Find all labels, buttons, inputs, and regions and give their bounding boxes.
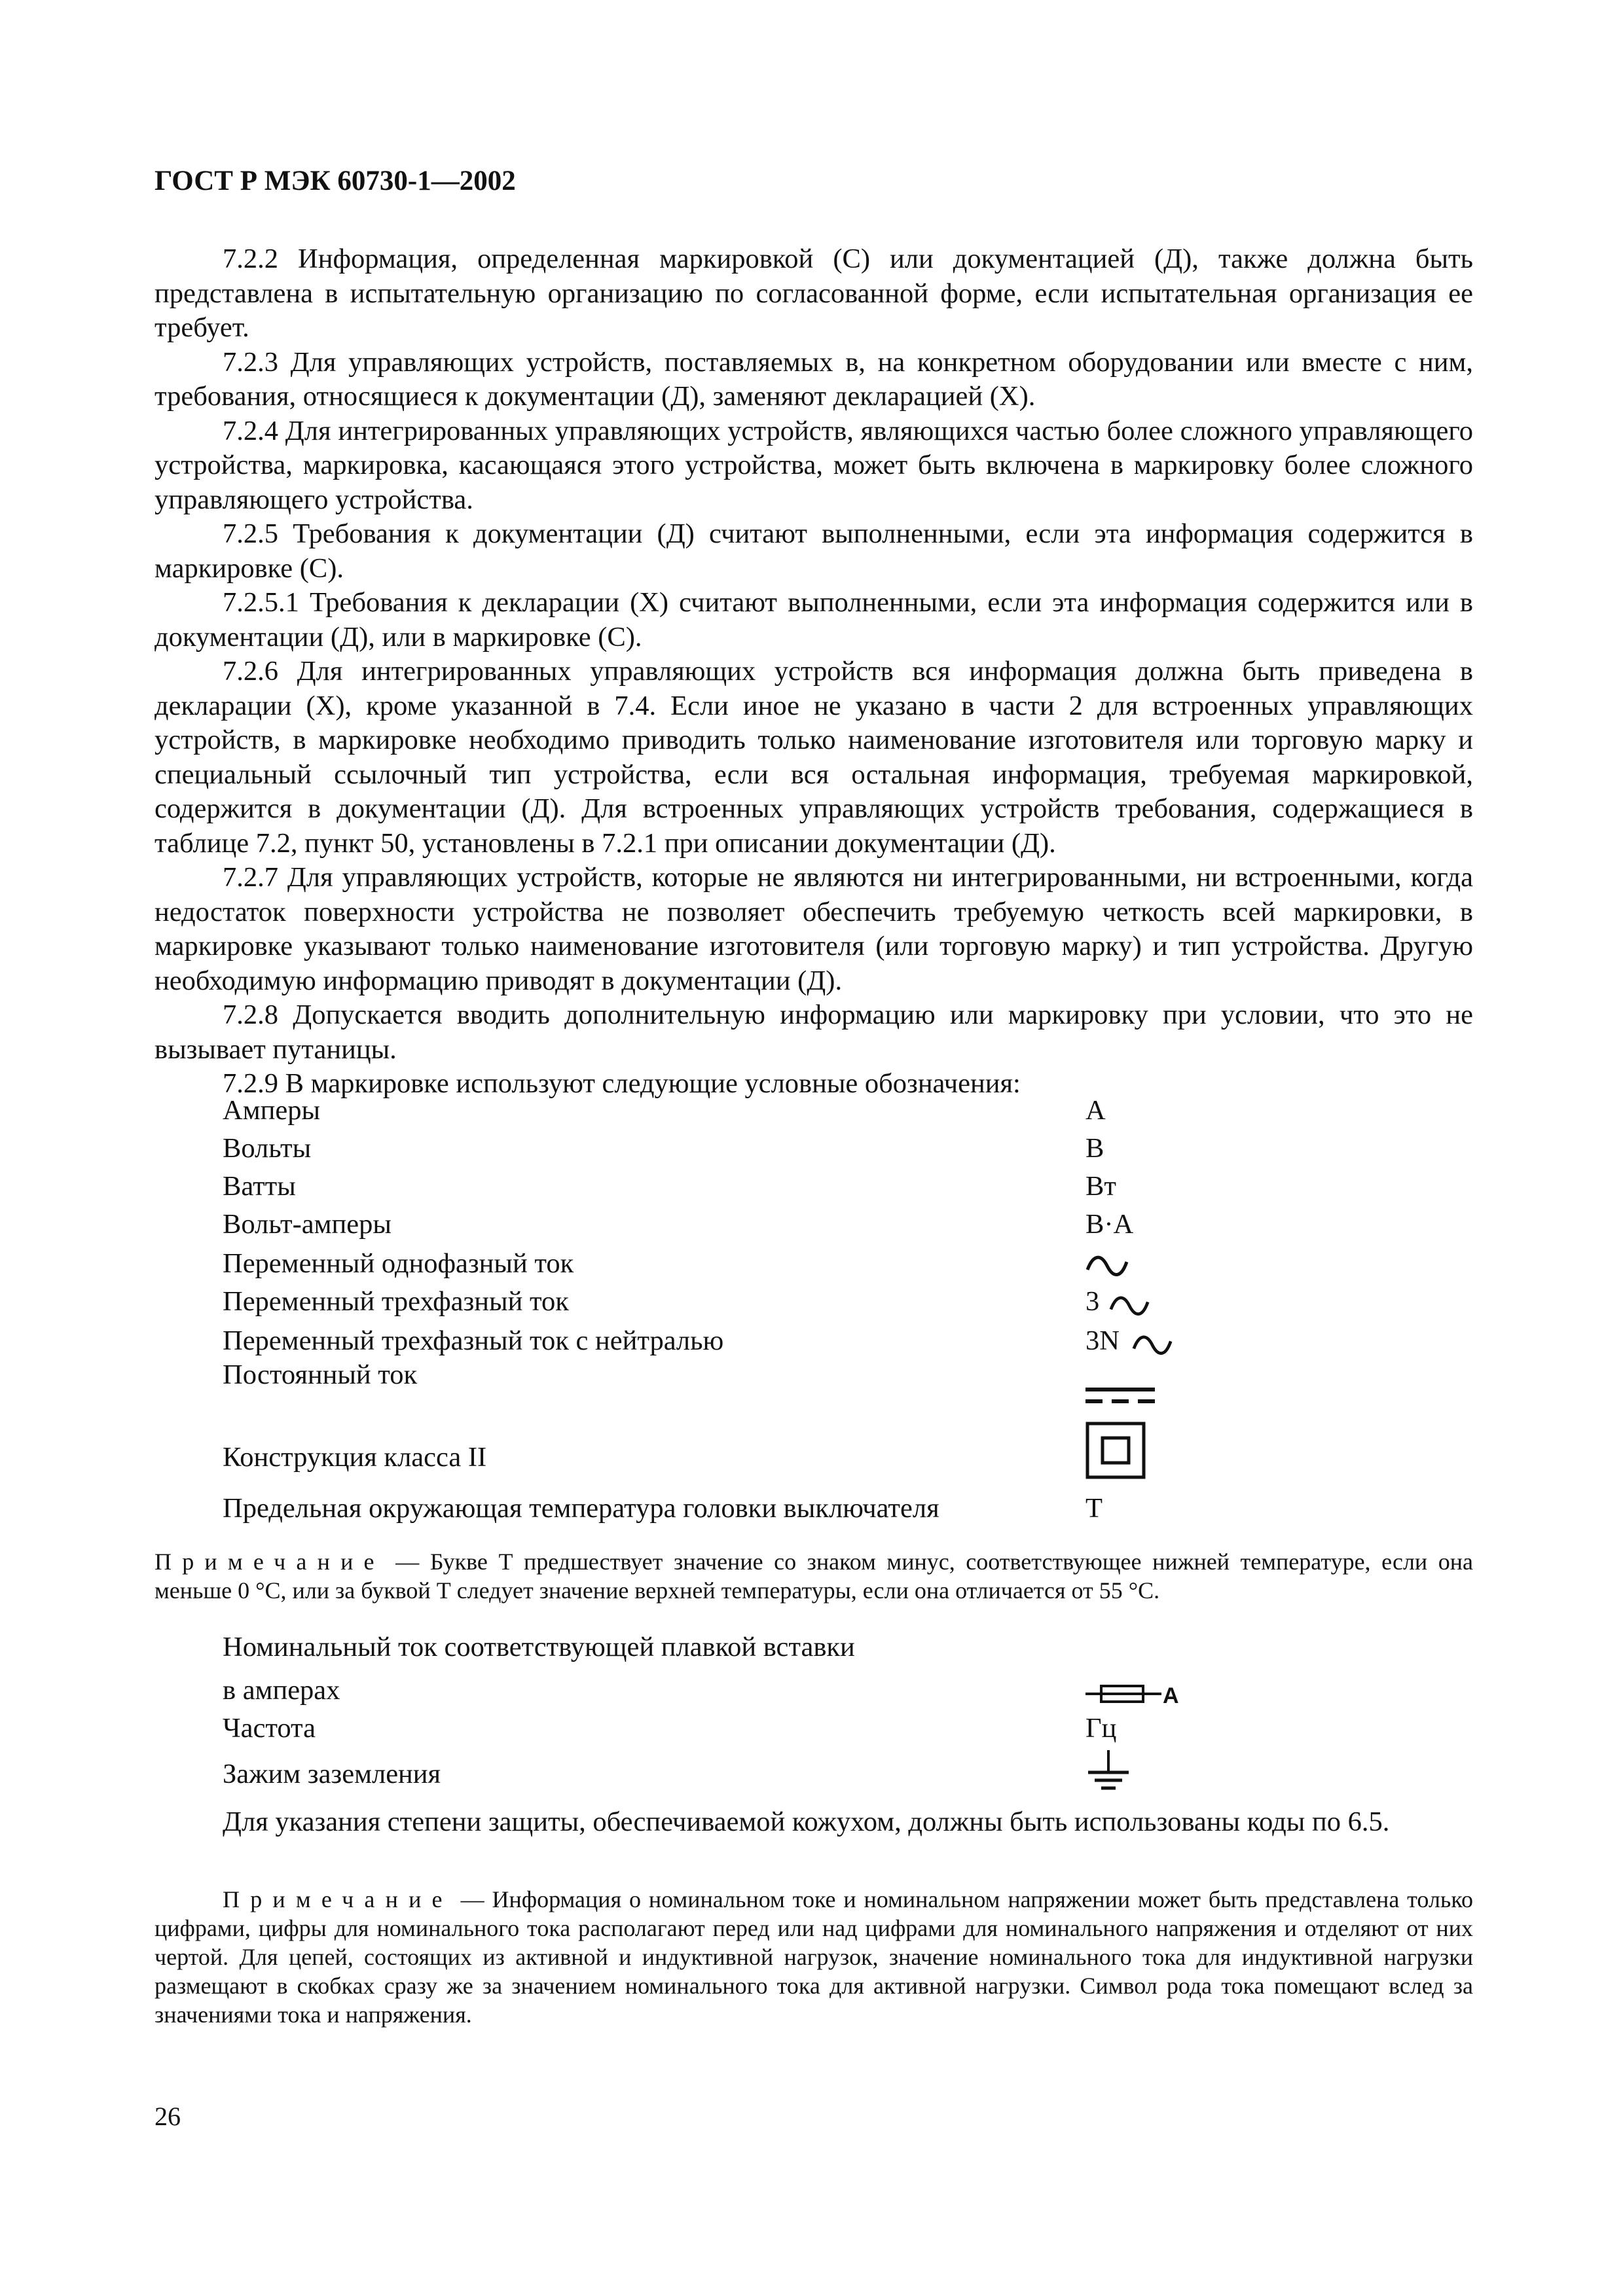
symbol-row-ac-single-phase bbox=[223, 1247, 1205, 1284]
paragraph-7-2-7: 7.2.7 Для управляющих устройств, которые не являются ни интегрированными, ни встроенными, когда недостаток поверхности устройства не позволяет обеспечить требуемую четкость всей маркировки, в маркировке указывают только наименование изготовителя (или торговую марку) и тип устройства. Другую необходимую информацию приводят в документации (Д). bbox=[155, 862, 1473, 996]
symbol-prefix: 3N bbox=[1085, 1325, 1120, 1356]
symbol-value: A bbox=[1085, 1095, 1106, 1126]
sine-wave-icon bbox=[1085, 1250, 1129, 1280]
symbol-row-temperature bbox=[223, 1492, 1205, 1529]
symbol-name: Вольты bbox=[223, 1133, 312, 1164]
paragraph-7-2-3: 7.2.3 Для управляющих устройств, поставляемых в, на конкретном оборудовании или вместе с ним, требования, относящиеся к документации (Д), заменяют декларацией (Х). bbox=[155, 346, 1473, 412]
symbol-row-direct-current bbox=[223, 1359, 1205, 1395]
sine-wave-icon bbox=[1132, 1330, 1173, 1359]
symbol-name: Номинальный ток соответствующей плавкой вставки bbox=[223, 1632, 855, 1662]
symbol-row-volt-amperes bbox=[223, 1208, 1205, 1245]
page-number: 26 bbox=[155, 2102, 181, 2131]
symbol-name: Вольт-амперы bbox=[223, 1209, 392, 1240]
symbol-row-ac-three-phase bbox=[223, 1285, 1205, 1322]
ground-icon bbox=[1085, 1750, 1131, 1793]
symbol-row-class-ii bbox=[223, 1441, 1205, 1478]
symbol-name: Постоянный ток bbox=[223, 1359, 418, 1390]
symbol-row-ground bbox=[223, 1758, 1205, 1795]
note-rated-values bbox=[155, 1885, 1473, 2029]
body-text-2 bbox=[155, 1805, 1473, 1840]
symbol-value: Вт bbox=[1085, 1171, 1116, 1202]
symbol-value bbox=[1085, 1325, 1173, 1359]
symbol-name: Частота bbox=[223, 1713, 316, 1744]
symbol-name: Ватты bbox=[223, 1171, 296, 1202]
paragraph-7-2-9: 7.2.9 В маркировке используют следующие условные обозначения: bbox=[223, 1068, 1021, 1099]
paragraph-protection: Для указания степени защиты, обеспечиваемой кожухом, должны быть использованы коды по 6.5. bbox=[223, 1806, 1390, 1837]
symbol-value bbox=[1085, 1285, 1150, 1319]
paragraph-7-2-4: 7.2.4 Для интегрированных управляющих устройств, являющихся частью более сложного управляющего устройства, маркировка, касающаяся этого устройства, может быть включена в маркировку более сложного управляющего устройства. bbox=[155, 415, 1473, 515]
symbol-row-frequency bbox=[223, 1712, 1205, 1749]
paragraph-7-2-8: 7.2.8 Допускается вводить дополнительную информацию или маркировку при условии, что это не вызывает путаницы. bbox=[155, 999, 1473, 1065]
fuse-icon bbox=[1085, 1682, 1177, 1708]
symbol-row-ac-three-phase-neutral bbox=[223, 1325, 1205, 1361]
note-text: — Букве Т предшествует значение со знаком минус, соответствующее нижней температуре, если она меньше 0 °С, или за буквой Т следует значение верхней температуры, если она отличается от 55 °С. bbox=[155, 1549, 1473, 1604]
symbol-name: Зажим заземления bbox=[223, 1759, 441, 1789]
symbol-name: Переменный трехфазный ток bbox=[223, 1286, 569, 1317]
paragraph-7-2-2: 7.2.2 Информация, определенная маркировкой (С) или документацией (Д), также должна быть представлена в испытательную организацию по согласованной форме, если испытательная организация ее требует. bbox=[155, 243, 1473, 343]
direct-current-icon bbox=[1085, 1388, 1155, 1407]
symbol-name: Переменный однофазный ток bbox=[223, 1248, 574, 1279]
symbol-row-volts bbox=[223, 1132, 1205, 1169]
note-temperature bbox=[155, 1547, 1473, 1605]
symbol-value: Гц bbox=[1085, 1713, 1117, 1744]
symbol-name: Конструкция класса II bbox=[223, 1442, 487, 1473]
fuse-unit-label: A bbox=[1163, 1683, 1179, 1708]
symbol-name: Амперы bbox=[223, 1095, 320, 1126]
symbol-prefix: 3 bbox=[1085, 1286, 1100, 1317]
symbol-value: B·A bbox=[1085, 1209, 1134, 1240]
paragraph-7-2-6: 7.2.6 Для интегрированных управляющих устройств вся информация должна быть приведена в декларации (Х), кроме указанной в 7.4. Если иное не указано в части 2 для встроенных управляющих устройств, в маркировке необходимо приводить только наименование изготовителя или торговую марку и специальный ссылочный тип устройства, если вся остальная информация, требуемая маркировкой, содержится в документации (Д). Для встроенных управляющих устройств требования, содержащиеся в таблице 7.2, пункт 50, установлены в 7.2.1 при описании документации (Д). bbox=[155, 656, 1473, 859]
symbol-name: в амперах bbox=[223, 1675, 340, 1706]
symbol-name: Переменный трехфазный ток с нейтралью bbox=[223, 1325, 724, 1356]
note-label: Примечание bbox=[155, 1549, 385, 1575]
document-header: ГОСТ Р МЭК 60730-1—2002 bbox=[155, 166, 516, 196]
paragraph-7-2-5-1: 7.2.5.1 Требования к декларации (Х) считают выполненными, если эта информация содержится или в документации (Д), или в маркировке (С). bbox=[155, 587, 1473, 653]
symbol-row-fuse-line1 bbox=[223, 1631, 1205, 1668]
sine-wave-icon bbox=[1109, 1291, 1150, 1319]
symbol-value: B bbox=[1085, 1133, 1104, 1164]
symbol-value: T bbox=[1085, 1493, 1103, 1524]
symbol-name: Предельная окружающая температура головки выключателя bbox=[223, 1493, 939, 1524]
paragraph-7-2-5: 7.2.5 Требования к документации (Д) считают выполненными, если эта информация содержится в маркировке (С). bbox=[155, 518, 1473, 584]
symbol-row-fuse bbox=[223, 1674, 1205, 1711]
note-label: Примечание bbox=[223, 1886, 453, 1912]
symbol-row-amperes bbox=[223, 1094, 1205, 1131]
note-text: — Информация о номинальном токе и номинальном напряжении может быть представлена только цифрами, цифры для номинального тока располагают перед или над цифрами для номинального напряжения и отделяют от них чертой. Для цепей, состоящих из активной и индуктивной нагрузок, значение номинального тока для индуктивной нагрузки размещают в скобках сразу же за значением номинального тока для активной нагрузки. Символ рода тока помещают вслед за значениями тока и напряжения. bbox=[155, 1886, 1473, 2028]
body-text bbox=[155, 242, 1473, 1102]
class-ii-icon bbox=[1085, 1422, 1146, 1479]
symbol-row-watts bbox=[223, 1170, 1205, 1207]
